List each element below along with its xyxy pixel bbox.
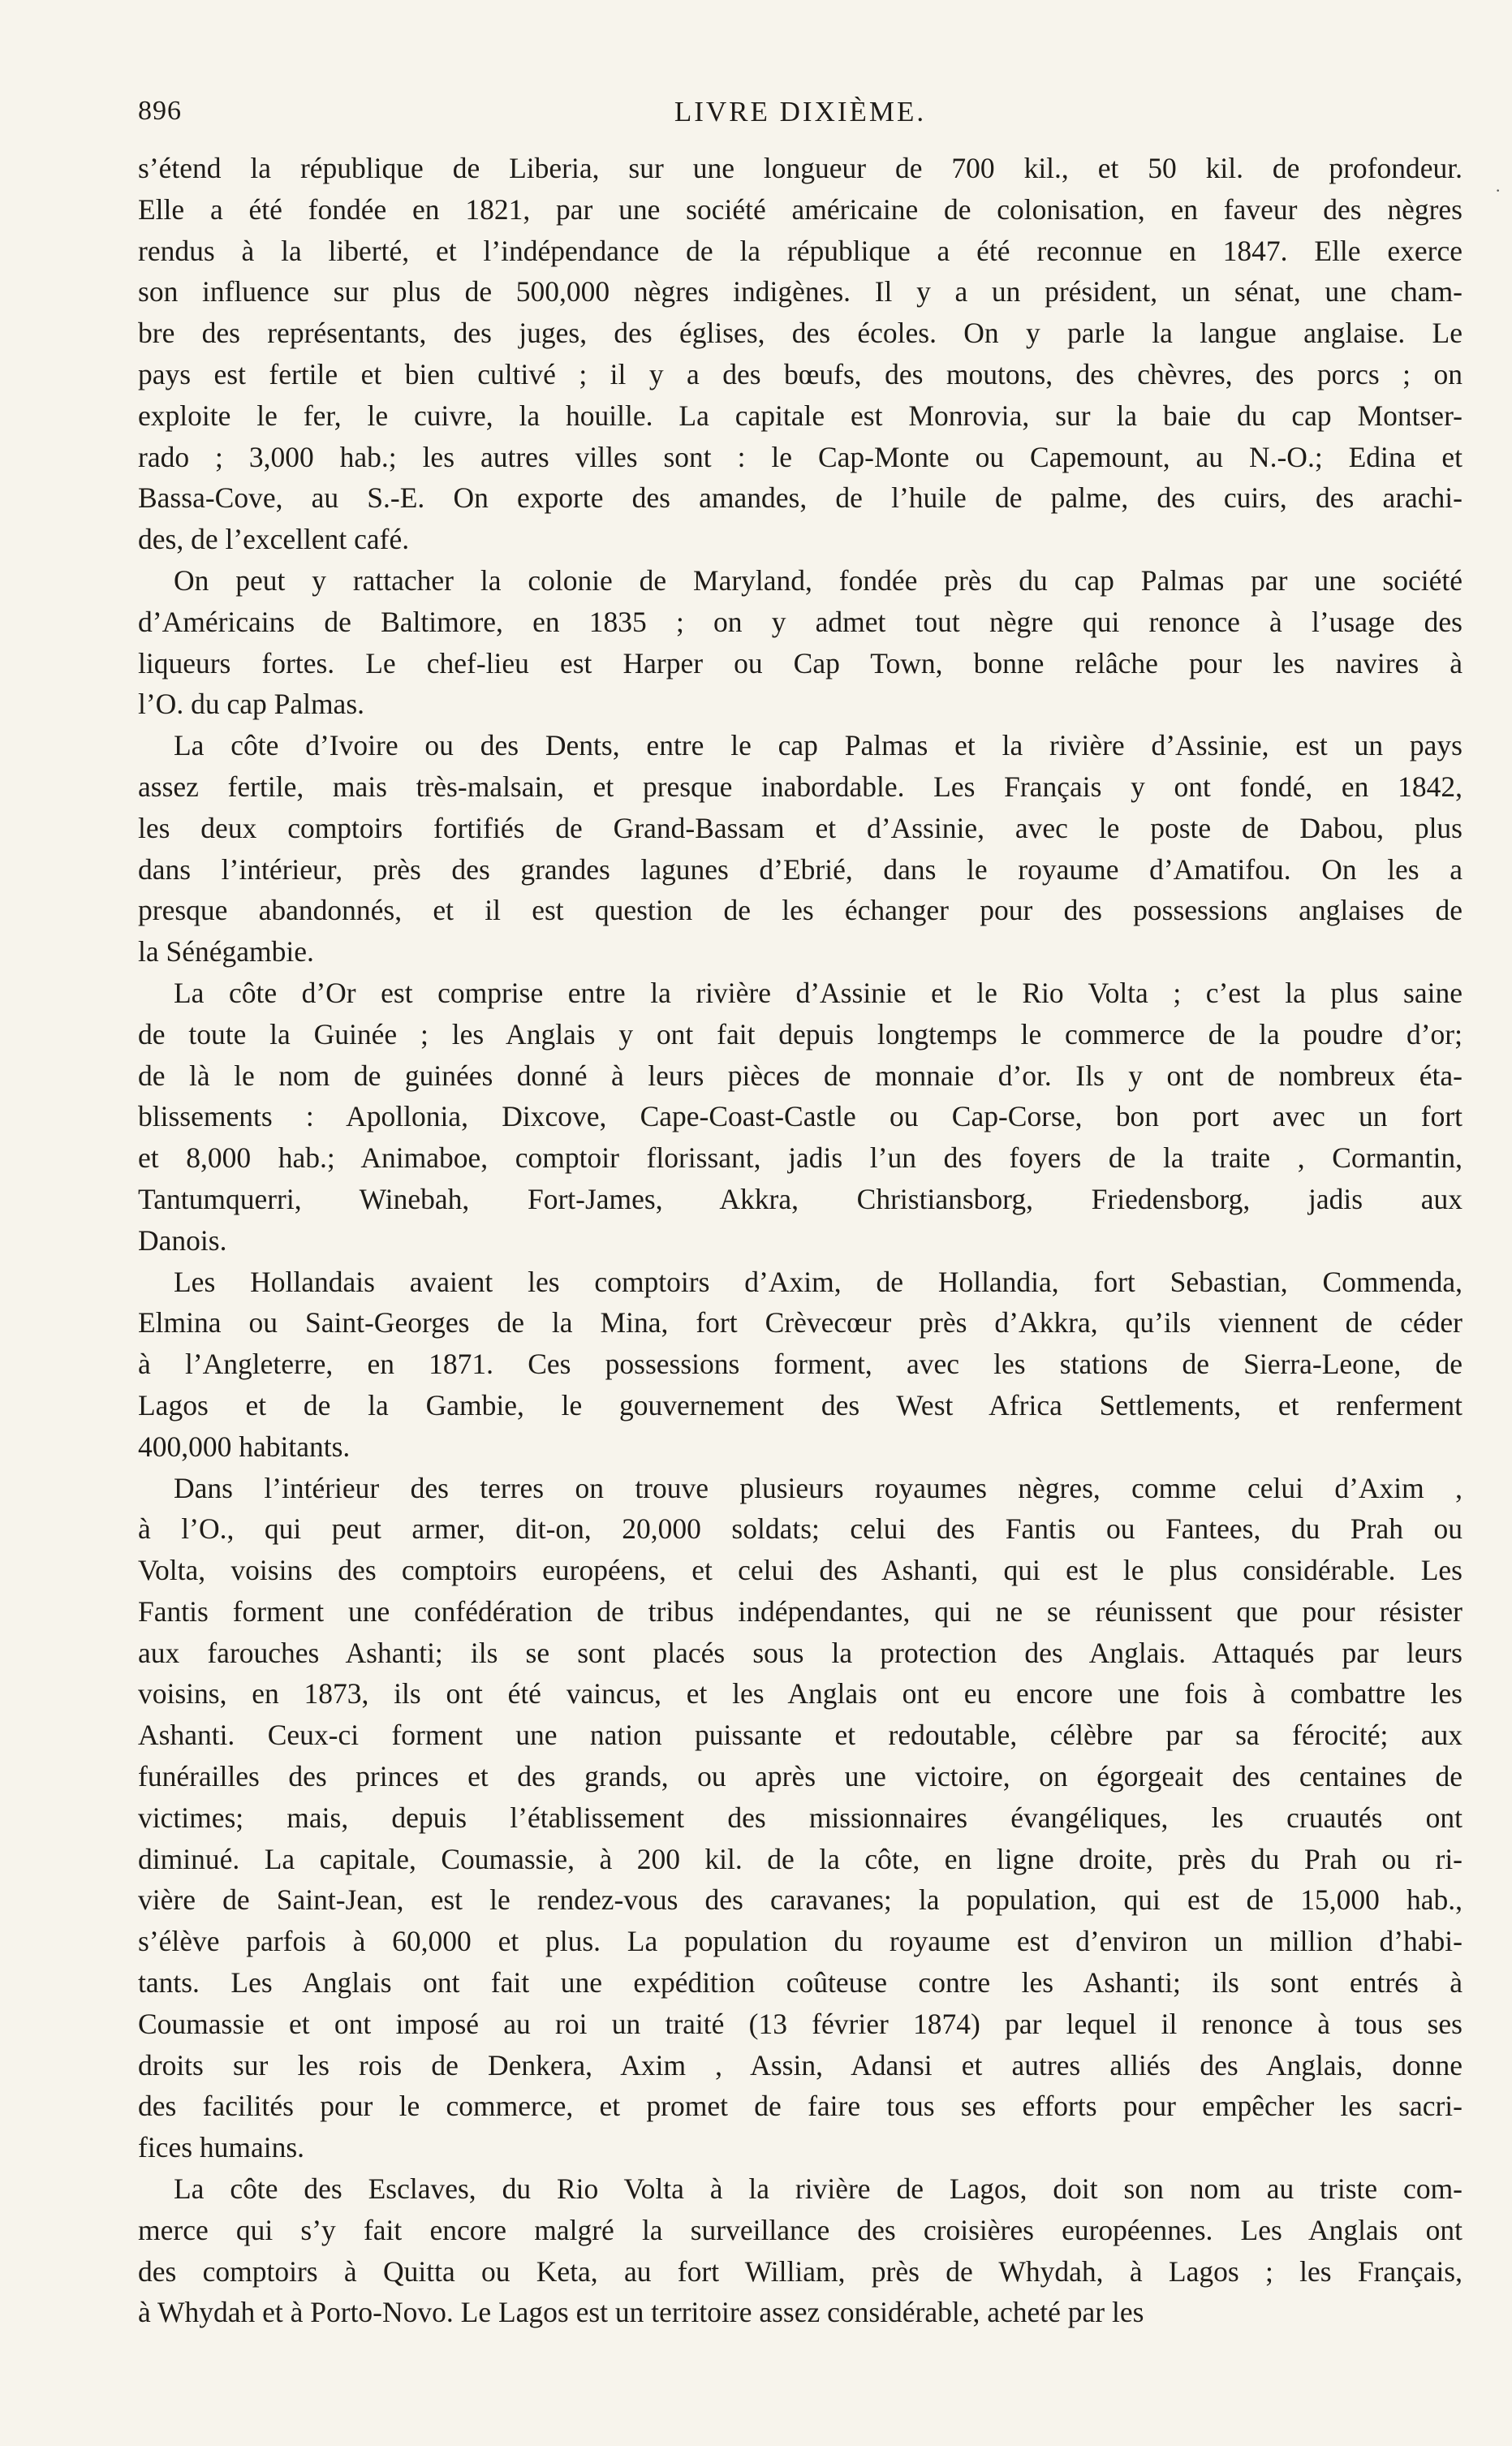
text-line: diminué. La capitale, Coumassie, à 200 kil. de la côte, en ligne droite, près du Prah ou ri- [138,1842,1462,1875]
text-line: presque abandonnés, et il est question de les échanger pour des possessions anglaises de [138,894,1462,927]
text-line: Fantis forment une confédération de tribus indépendantes, qui ne se réunissent que pour résister [138,1594,1462,1628]
text-line: La côte d’Or est comprise entre la rivière d’Assinie et le Rio Volta ; c’est la plus saine [174,976,1462,1009]
text-line: vière de Saint-Jean, est le rendez-vous des caravanes; la population, qui est de 15,000 hab., [138,1883,1462,1917]
text-line: les deux comptoirs fortifiés de Grand-Bassam et d’Assinie, avec le poste de Dabou, plus [138,811,1462,844]
text-line: bre des représentants, des juges, des églises, des écoles. On y parle la langue anglaise. Le [138,317,1462,350]
text-line: blissements : Apollonia, Dixcove, Cape-Coast-Castle ou Cap-Corse, bon port avec un fort [138,1100,1462,1133]
text-line: aux farouches Ashanti; ils se sont placés sous la protection des Anglais. Attaqués par leurs [138,1636,1462,1669]
text-line: fices humains. [138,2131,305,2164]
paragraph [138,560,1462,725]
text-line: s’élève parfois à 60,000 et plus. La population du royaume est d’environ un million d’habi- [138,1925,1462,1958]
text-line: droits sur les rois de Denkera, Axim , Assin, Adansi et autres alliés des Anglais, donne [138,2048,1462,2081]
text-line: des comptoirs à Quitta ou Keta, au fort William, près de Whydah, à Lagos ; les Français, [138,2254,1462,2288]
text-line: des, de l’excellent café. [138,523,410,556]
text-line: Lagos et de la Gambie, le gouvernement des West Africa Settlements, et renferment [138,1388,1462,1421]
text-line: rado ; 3,000 hab.; les autres villes sont : le Cap-Monte ou Capemount, au N.-O.; Edina et [138,440,1462,473]
text-line: Volta, voisins des comptoirs européens, et celui des Ashanti, qui est le plus considérable. Les [138,1554,1462,1587]
text-line: Elmina ou Saint-Georges de la Mina, fort Crèvecœur près d’Akkra, qu’ils viennent de céder [138,1306,1462,1339]
text-line: Les Hollandais avaient les comptoirs d’Axim, de Hollandia, fort Sebastian, Commenda, [174,1265,1462,1298]
text-line: s’étend la république de Liberia, sur une longueur de 700 kil., et 50 kil. de profondeur. [138,152,1462,184]
text-line: pays est fertile et bien cultivé ; il y a des bœufs, des moutons, des chèvres, des porcs ; on [138,357,1462,390]
text-line: la Sénégambie. [138,935,314,968]
running-head: LIVRE DIXIÈME. [674,96,927,127]
text-line: voisins, en 1873, ils ont été vaincus, et les Anglais ont eu encore une fois à combattre les [138,1677,1462,1710]
margin-mark: · [1495,180,1501,201]
text-line: à l’O., qui peut armer, dit-on, 20,000 soldats; celui des Fantis ou Fantees, du Prah ou [138,1512,1462,1546]
paragraph [138,1262,1462,1468]
text-line: liqueurs fortes. Le chef-lieu est Harper ou Cap Town, bonne relâche pour les navires à [138,646,1462,679]
page-number: 896 [138,96,182,126]
text-line: à l’Angleterre, en 1871. Ces possessions forment, avec les stations de Sierra-Leone, de [138,1348,1462,1381]
text-line: victimes; mais, depuis l’établissement des missionnaires évangéliques, les cruautés ont [138,1801,1462,1834]
text-line: son influence sur plus de 500,000 nègres indigènes. Il y a un président, un sénat, une cham- [138,275,1462,308]
text-line: Tantumquerri, Winebah, Fort-James, Akkra, Christiansborg, Friedensborg, jadis aux [138,1182,1462,1215]
text-line: Coumassie et ont imposé au roi un traité (13 février 1874) par lequel il renonce à tous ses [138,2007,1462,2040]
text-line: à Whydah et à Porto-Novo. Le Lagos est un territoire assez considérable, acheté par les [138,2296,1144,2329]
text-line: funérailles des princes et des grands, ou après une victoire, on égorgeait des centaines de [138,1760,1462,1793]
text-line: Elle a été fondée en 1821, par une société américaine de colonisation, en faveur des nègres [138,192,1462,226]
paragraph [138,148,1462,560]
text-line: de toute la Guinée ; les Anglais y ont fait depuis longtemps le commerce de la poudre d’or; [138,1017,1462,1050]
text-line: Bassa-Cove, au S.-E. On exporte des amandes, de l’huile de palme, des cuirs, des arachi- [138,481,1462,515]
text-line: Dans l’intérieur des terres on trouve plusieurs royaumes nègres, comme celui d’Axim , [174,1471,1462,1504]
text-line: La côte d’Ivoire ou des Dents, entre le cap Palmas et la rivière d’Assinie, est un pays [174,729,1462,762]
text-line: tants. Les Anglais ont fait une expédition coûteuse contre les Ashanti; ils sont entrés à [138,1966,1462,2000]
text-line: et 8,000 hab.; Animaboe, comptoir florissant, jadis l’un des foyers de la traite , Cormantin, [138,1141,1462,1175]
text-line: l’O. du cap Palmas. [138,688,365,721]
text-line: exploite le fer, le cuivre, la houille. La capitale est Monrovia, sur la baie du cap Montser- [138,399,1462,432]
text-line: assez fertile, mais très-malsain, et presque inabordable. Les Français y ont fondé, en 1842, [138,770,1462,803]
text-line: rendus à la liberté, et l’indépendance de la république a été reconnue en 1847. Elle exerce [138,234,1462,267]
text-line: La côte des Esclaves, du Rio Volta à la rivière de Lagos, doit son nom au triste com- [174,2172,1462,2206]
text-line: merce qui s’y fait encore malgré la surveillance des croisières européennes. Les Anglais ont [138,2213,1462,2246]
paragraph [138,1468,1462,2169]
text-line: dans l’intérieur, près des grandes lagunes d’Ebrié, dans le royaume d’Amatifou. On les a [138,852,1462,886]
body-text [138,148,1462,2333]
page-header [138,96,1462,136]
text-line: Danois. [138,1223,227,1257]
paragraph [138,2168,1462,2333]
paragraph [138,725,1462,973]
text-line: 400,000 habitants. [138,1430,351,1463]
paragraph [138,973,1462,1262]
text-line: Ashanti. Ceux-ci forment une nation puissante et redoutable, célèbre par sa férocité; aux [138,1719,1462,1752]
text-line: d’Américains de Baltimore, en 1835 ; on y admet tout nègre qui renonce à l’usage des [138,605,1462,638]
text-line: On peut y rattacher la colonie de Maryland, fondée près du cap Palmas par une société [174,563,1462,597]
text-line: de là le nom de guinées donné à leurs pièces de monnaie d’or. Ils y ont de nombreux éta- [138,1059,1462,1092]
text-line: des facilités pour le commerce, et promet de faire tous ses efforts pour empêcher les sacri- [138,2090,1462,2123]
